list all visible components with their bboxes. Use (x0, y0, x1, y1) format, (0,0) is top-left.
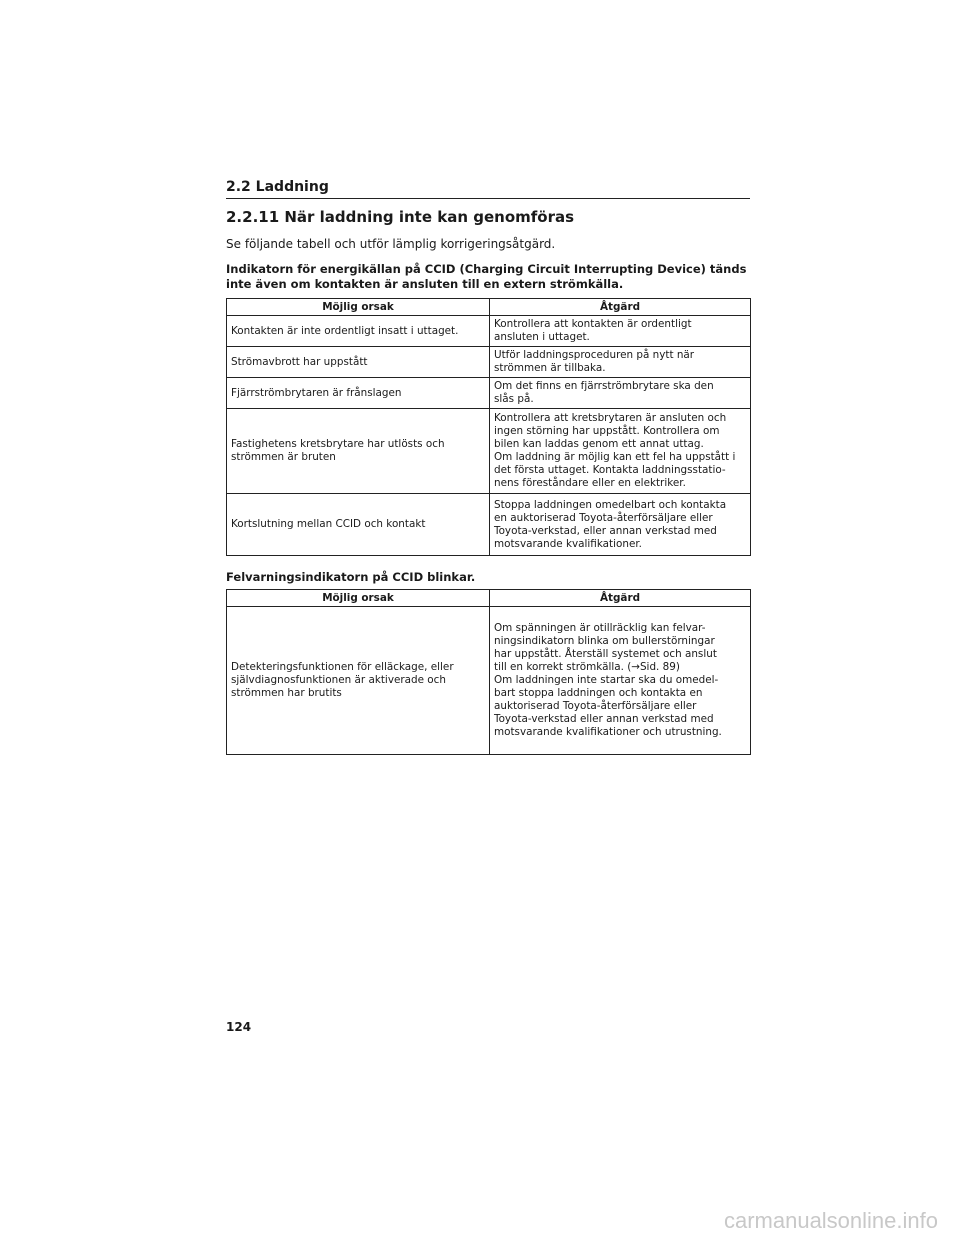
col-header-cause: Möjlig orsak (227, 590, 490, 607)
cause-cell: Fastighetens kretsbrytare har utlösts och strömmen är bruten (227, 409, 490, 494)
table-row (227, 347, 751, 378)
troubleshooting-table-1 (226, 298, 751, 556)
col-header-action: Åtgärd (490, 299, 751, 316)
watermark: carmanualsonline.info (723, 1208, 938, 1233)
page-title: 2.2.11 När laddning inte kan genomföras (226, 208, 575, 226)
table-row (227, 378, 751, 409)
action-cell: Om det finns en fjärrströmbrytare ska den slås på. (490, 378, 751, 409)
action-cell: Kontrollera att kontakten är ordentligt ansluten i uttaget. (490, 316, 751, 347)
cause-cell: Kontakten är inte ordentligt insatt i uttaget. (227, 316, 490, 347)
action-cell: Kontrollera att kretsbrytaren är ansluten och ingen störning har uppstått. Kontrollera om bilen kan laddas genom ett annat uttag. Om laddning är möjlig kan ett fel ha uppstått i det första uttaget. Kontakta laddningsstatio- nens föreståndare eller en elektriker. (490, 409, 751, 494)
page-number: 124 (226, 1020, 252, 1034)
table-row (227, 607, 751, 755)
table1-caption: Indikatorn för energikällan på CCID (Charging Circuit Interrupting Device) tänds inte även om kontakten är ansluten till en extern strömkälla. (226, 262, 747, 291)
cause-cell: Fjärrströmbrytaren är frånslagen (227, 378, 490, 409)
intro-text: Se följande tabell och utför lämplig korrigeringsåtgärd. (226, 237, 556, 251)
table-row (227, 494, 751, 556)
cause-cell: Strömavbrott har uppstått (227, 347, 490, 378)
cause-cell: Detekteringsfunktionen för elläckage, eller självdiagnosfunktionen är aktiverade och strömmen har brutits (227, 607, 490, 755)
section-header: 2.2 Laddning (226, 179, 750, 199)
cause-cell: Kortslutning mellan CCID och kontakt (227, 494, 490, 556)
col-header-action: Åtgärd (490, 590, 751, 607)
table2-caption: Felvarningsindikatorn på CCID blinkar. (226, 570, 476, 584)
table-row (227, 316, 751, 347)
action-cell: Stoppa laddningen omedelbart och kontakta en auktoriserad Toyota-återförsäljare eller Toyota-verkstad, eller annan verkstad med motsvarande kvalifikationer. (490, 494, 751, 556)
table-row (227, 409, 751, 494)
col-header-cause: Möjlig orsak (227, 299, 490, 316)
action-cell: Om spänningen är otillräcklig kan felvar- ningsindikatorn blinka om bullerstörningar har uppstått. Återställ systemet och anslut till en korrekt strömkälla. (→Sid. 89) Om laddningen inte startar ska du omedel- bart stoppa laddningen och kontakta en auktoriserad Toyota-återförsäljare eller Toyota-verkstad eller annan verkstad med motsvarande kvalifikationer och utrustning. (490, 607, 751, 755)
troubleshooting-table-2 (226, 589, 751, 755)
action-cell: Utför laddningsproceduren på nytt när strömmen är tillbaka. (490, 347, 751, 378)
